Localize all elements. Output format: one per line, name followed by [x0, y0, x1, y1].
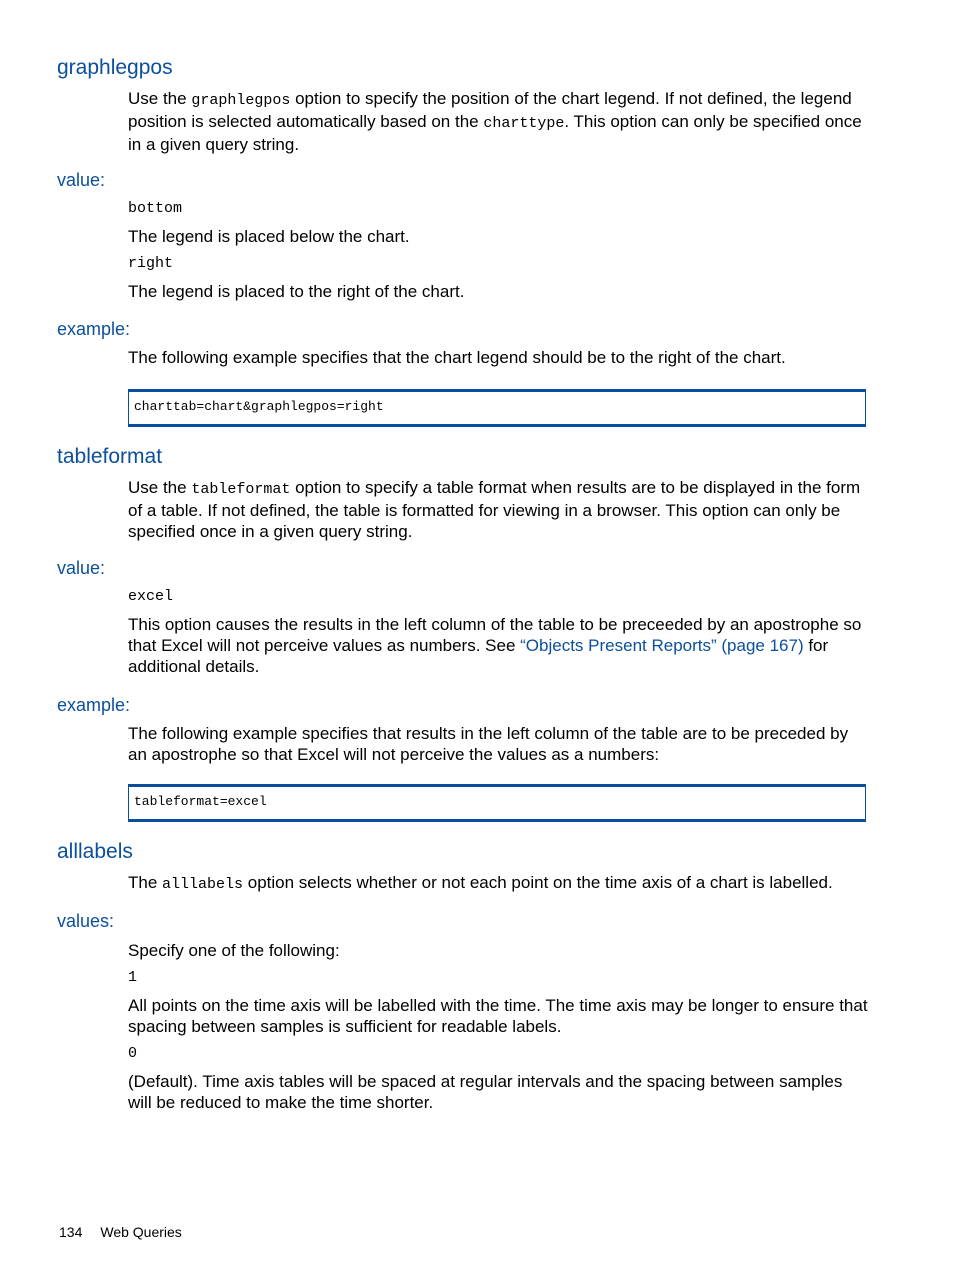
value-term-excel: excel — [128, 588, 174, 605]
graphlegpos-value-label: value: — [57, 170, 106, 190]
heading-graphlegpos: graphlegpos — [57, 56, 173, 79]
value-term-0: 0 — [128, 1045, 138, 1062]
value-desc-0: (Default). Time axis tables will be spaced at regular intervals and the spacing between samples will be reduced to make the time shorter. — [128, 1072, 843, 1112]
value-term-1: 1 — [128, 969, 138, 986]
alllabels-intro: The alllabels option selects whether or not each point on the time axis of a chart is labelled. — [128, 873, 833, 893]
alllabels-lead: Specify one of the following: — [128, 941, 340, 960]
code-charttype: charttype — [483, 115, 565, 132]
tableformat-example-text: The following example specifies that results in the left column of the table are to be preceded by an apostrophe so that Excel will not perceive the values as a numbers: — [128, 724, 849, 764]
heading-tableformat: tableformat — [57, 445, 163, 468]
code-example-graphlegpos: charttab=chart&graphlegpos=right — [128, 389, 866, 427]
value-term-bottom: bottom — [128, 200, 183, 217]
graphlegpos-intro: Use the graphlegpos option to specify the position of the chart legend. If not defined, the legend position is selected automatically based on the charttype. This option can only be specified once in a given query string. — [128, 89, 862, 154]
page-number: 134 — [59, 1224, 83, 1240]
value-term-right: right — [128, 255, 174, 272]
objects-present-reports-link[interactable]: “Objects Present Reports” (page 167) — [520, 636, 804, 655]
code-tableformat: tableformat — [191, 481, 291, 498]
value-desc-excel: This option causes the results in the left column of the table to be preceeded by an apostrophe so that Excel will not perceive values as numbers. See “Objects Present Reports” (page 167) for additional details. — [128, 615, 862, 676]
code-graphlegpos: graphlegpos — [191, 92, 291, 109]
heading-alllabels: alllabels — [57, 840, 133, 863]
code-alllabels: alllabels — [162, 876, 244, 893]
page-footer — [59, 1223, 200, 1241]
tableformat-example-label: example: — [57, 695, 131, 715]
tableformat-intro: Use the tableformat option to specify a table format when results are to be displayed in the form of a table. If not defined, the table is formatted for viewing in a browser. This option can only be specified once in a given query string. — [128, 478, 861, 541]
value-desc-right: The legend is placed to the right of the chart. — [128, 282, 465, 301]
value-desc-1: All points on the time axis will be labelled with the time. The time axis may be longer to ensure that spacing between samples is sufficient for readable labels. — [128, 996, 868, 1036]
alllabels-values-label: values: — [57, 911, 115, 931]
graphlegpos-example-label: example: — [57, 319, 131, 339]
footer-section-title: Web Queries — [100, 1224, 182, 1240]
code-example-tableformat: tableformat=excel — [128, 784, 866, 822]
graphlegpos-example-text: The following example specifies that the chart legend should be to the right of the chart. — [128, 348, 786, 367]
value-desc-bottom: The legend is placed below the chart. — [128, 227, 410, 246]
tableformat-value-label: value: — [57, 558, 106, 578]
